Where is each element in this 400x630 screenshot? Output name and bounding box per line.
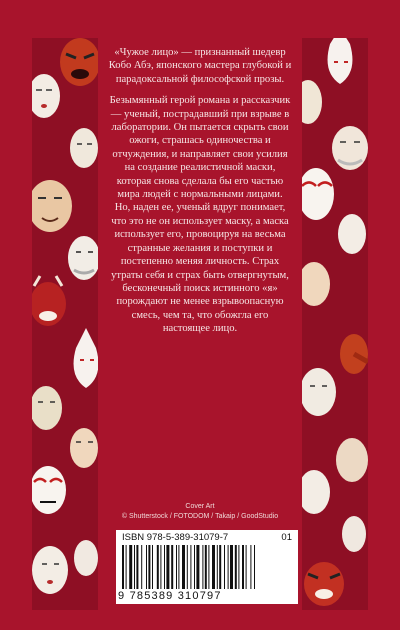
barcode-bar [194,545,195,589]
barcode-bar [242,545,244,589]
barcode-bar [217,545,218,589]
barcode-bar [141,545,142,589]
barcode-bar [238,545,239,589]
barcode-bar [164,545,165,589]
barcode-bar [134,545,135,589]
book-blurb [108,46,292,344]
barcode-bar [219,545,221,589]
fox-mask-icon [74,328,98,388]
blurb-paragraph-3: Но, наден ее, ученый вдруг понимает, что это не он использует маску, а маска использует его, провоцируя на весьма странные желания и поступки и постепенно меняя личность. Страх утраты себя и страх быть отвергнутым, бесконечный поиск истинного «я» порождают не менее взрывоопасную смесь, чем та, что обожгла его настоящее лицо. [111,202,289,335]
red-oni-mask-icon [304,562,344,606]
isbn-barcode [116,530,298,604]
barcode-bar [157,545,159,589]
barcode-bar [250,545,251,589]
credits-heading: Cover Art [185,503,215,510]
barcode-bar [187,545,188,589]
old-man-mask-icon [336,438,368,482]
isbn-suffix: 01 [281,532,292,543]
mask-pattern-right [302,38,368,610]
barcode-bar [182,545,185,589]
fox-mask-icon [328,38,353,84]
barcode-bar [148,545,150,589]
barcode-bar [208,545,209,589]
tengu-mask-icon [340,334,368,374]
noh-woman-mask-icon [32,546,68,594]
noh-woman-mask-icon [32,74,60,118]
blurb-paragraph-1: «Чужое лицо» — признанный шедевр Кобо Абэ, японского мастера глубокой и парадоксальной философской прозы. [108,47,292,85]
red-oni-mask-icon [60,38,98,86]
blurb-paragraph-2: Безымянный герой романа и рассказчик — ученый, пострадавший при взрыве в лаборатории. Он пытается скрыть свои ожоги, страшась одиночества и отчуждения, и направляет свои усилия на создание реалистичной маски, которая снова сделала бы его частью мира людей с нормальными лицами. [109,95,291,201]
barcode-bar [190,545,191,589]
barcode-bar [171,545,173,589]
noh-woman-mask-icon [302,470,330,514]
old-man-mask-icon [68,236,98,280]
barcode-bar [235,545,237,589]
barcode-bar [196,545,199,589]
barcode-bar [224,545,225,589]
barcode-bar [178,545,179,589]
barcode-bar [166,545,169,589]
barcode-bar [136,545,138,589]
old-man-mask-icon [74,540,98,576]
barcode-bar [254,545,255,589]
noh-mask-icon [302,368,336,416]
barcode-bar [129,545,132,589]
kabuki-mask-icon [32,466,66,514]
old-man-mask-icon [342,516,366,552]
barcode-bar [228,545,229,589]
isbn-line [122,532,292,543]
okame-mask-icon [32,180,72,232]
noh-woman-mask-icon [338,214,366,254]
barcode-bar [146,545,147,589]
barcode-bar [212,545,215,589]
barcode-bar [202,545,203,589]
mask-pattern-left [32,38,98,610]
noh-mask-icon [32,386,62,430]
cover-art-credits [102,502,298,522]
barcode-bar [126,545,127,589]
hannya-mask-icon [32,276,66,326]
barcode-bar [176,545,177,589]
barcode-bar [160,545,161,589]
right-mask-strip [302,38,368,610]
old-man-mask-icon [332,126,368,170]
isbn-number: ISBN 978-5-389-31079-7 [122,532,229,543]
credits-text: © Shutterstock / FOTODOM / Takaip / GoodStudio [121,513,279,520]
old-man-mask-icon [302,262,330,306]
barcode-bars [122,545,292,591]
noh-mask-icon [302,80,322,124]
kabuki-mask-icon [302,168,334,220]
old-man-mask-icon [70,428,98,468]
barcode-bar [230,545,233,589]
noh-mask-icon [70,128,98,168]
barcode-bar [152,545,153,589]
barcode-bar [205,545,207,589]
barcode-digits: 9 785389 310797 [118,590,222,602]
left-mask-strip [32,38,98,610]
barcode-bar [246,545,247,589]
barcode-bar [122,545,124,589]
